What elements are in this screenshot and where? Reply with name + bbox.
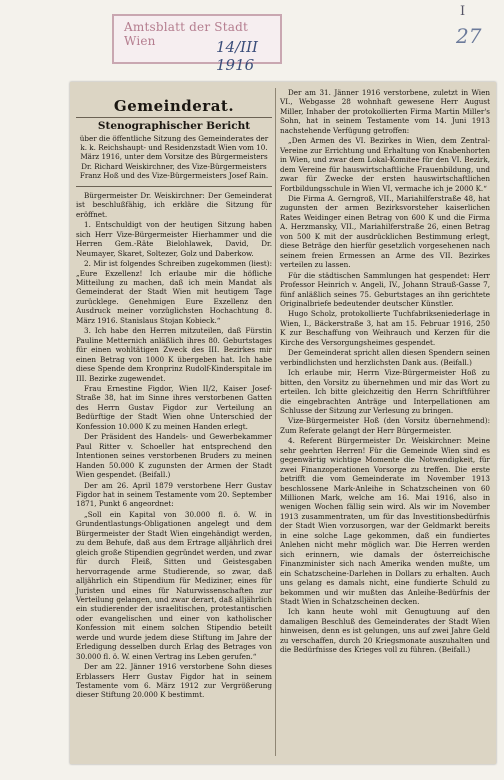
corner-number: 27: [456, 24, 482, 48]
paragraph: 3. Ich habe den Herren mitzuteilen, daß Fürstin Pauline Metternich anläßlich ihres 80. Geburtstages für einen wohltätigen Zweck des III. Bezirkes mir einen Betrag von 1000 K übergeben hat. Ich habe diese Spende dem Kronprinz Rudolf-Kinderspitale im III. Bezirke zugewendet.: [76, 326, 272, 383]
paragraph: Frau Ernestine Figdor, Wien II/2, Kaiser Josef-Straße 38, hat im Sinne ihres verstorbenen Gatten des Herrn Gustav Figdor zur Verteilung an Bedürftige der Stadt Wien ohne Unterschied der Konfession 10.000 K zu meinen Handen erlegt.: [76, 383, 272, 431]
paragraph: Ich erlaube mir, Herrn Vize-Bürgermeister Hoß zu bitten, den Vorsitz zu übernehmen und mir das Wort zu erteilen. Ich bitte gleichzeitig den Herrn Schriftführer die eingebrachten Anträge und Interpellationen am Schlusse der Sitzung zur Verlesung zu bringen.: [280, 368, 490, 415]
paragraph: Der Präsident des Handels- und Gewerbekammer Paul Ritter v. Schoeller hat entsprechend den Intentionen seines verstorbenen Bruders zu meinen Handen 50.000 K zugunsten der Armen der Stadt Wien gespendet. (Beifall.): [76, 432, 272, 480]
newspaper-clipping: [70, 82, 496, 764]
stamp-date: 14/III 1916: [216, 38, 258, 74]
section-title: Gemeinderat.: [113, 97, 235, 115]
paragraph: Der am 26. April 1879 verstorbene Herr Gustav Figdor hat in seinem Testamente vom 20. September 1871, Punkt 6 angeordnet:: [76, 480, 272, 509]
paragraph: Ich kann heute wohl mit Genugtuung auf den damaligen Beschluß des Gemeinderates der Stadt Wien hinweisen, denn es ist gelungen, uns auf zwei Jahre Geld zu verschaffen, durch 20 Kriegsmonate auszuhalten und die Bedürfnisse des Krieges voll zu führen. (Beifall.): [280, 607, 490, 655]
paragraph: Der Gemeinderat spricht allen diesen Spendern seinen verbindlichsten und herzlichsten Dank aus. (Beifall.): [280, 348, 490, 367]
paragraph: „Soll ein Kapital von 30.000 fl. ö. W. in Grundentlastungs-Obligationen angelegt und dem Bürgermeister der Stadt Wien eingehändigt werden, zu dem Behufe, daß aus dem Ertrage alljährlich drei gleich große Stipendien gegründet werden, und zwar für durch Fleiß, Sitten und Geistesgaben hervorragende arme Studierende, so zwar, daß alljährlich ein Stipendium für Mediziner, eines für Juristen und eines für Naturwissenschaften zur Verteilung gelangen, und zwar derart, daß alljährlich ein studierender der israelitischen, protestantischen oder evangelischen und einer von katholischer Konfession mit einem solchen Stipendio beteilt werde und wurde jedem diese Stiftung im Jahre der Erledigung desselben durch Erlag des Betrages von 30.000 fl. ö. W. einen Vertrag ins Leben gerufen.“: [76, 509, 272, 661]
report-subtitle: über die öffentliche Sitzung des Gemeinderates der k. k. Reichshaupt- und Residenzstadt Wien vom 10. März 1916, unter dem Vorsitze des Bürgermeisters Dr. Richard Weiskirchner, des Vize-Bürgermeisters Franz Hoß und des Vize-Bürgermeisters Josef Rain.: [79, 133, 269, 180]
stamp-label: Amtsblatt der Stadt Wien: [124, 20, 248, 48]
paragraph: Vize-Bürgermeister Hoß (den Vorsitz übernehmend): Zum Referate gelangt der Herr Bürgermeister.: [280, 416, 490, 435]
paragraph: Der am 31. Jänner 1916 verstorbene, zuletzt in Wien VI., Webgasse 28 wohnhaft gewesene Herr August Miller, Inhaber der protokollierten Firma Martin Miller's Sohn, hat in seinem Testamente vom 14. Juni 1913 nachstehende Verfügung getroffen:: [280, 88, 490, 135]
corner-mark: I: [460, 4, 466, 19]
report-title: Stenographischer Bericht: [97, 120, 251, 133]
right-column: [280, 88, 490, 656]
paragraph: Hugo Scholz, protokollierte Tuchfabrikseniederlage in Wien, I., Bäckerstraße 3, hat am 15. Februar 1916, 250 K zur Beschaffung von Weihrauch und Kerzen für die Kirche des Versorgungsheimes gespendet.: [280, 309, 490, 347]
paragraph: 2. Mir ist folgendes Schreiben zugekommen (liest): „Eure Exzellenz! Ich erlaube mir die höfliche Mitteilung zu machen, daß ich mein Mandat als Gemeinderat der Stadt Wien mit heutigem Tage zurücklege. Genehmigen Eure Exzellenz den Ausdruck meiner vorzüglichsten Hochachtung 8. März 1916. Stanislaus Stojan Kobieck.“: [76, 259, 272, 325]
column-divider: [275, 88, 276, 756]
left-column: [76, 88, 272, 701]
paragraph: 1. Entschuldigt von der heutigen Sitzung haben sich Herr Vize-Bürgermeister Hierhammer und die Herren Gem.-Räte Bielohlawek, David, Dr. Neumayer, Skaret, Soltezer, Golz und Daberkow.: [76, 220, 272, 258]
paragraph: „Den Armen des VI. Bezirkes in Wien, dem Zentral-Vereine zur Errichtung und Erhaltung von Knabenhorten in Wien, und zwar dem Lokal-Komitee für den VI. Bezirk, dem Vereine für hauswirtschaftliche Frauenbildung, und zwar für Zwecke der ersten hauswirtschaftlichen Fortbildungsschule in Wien VI, vermache ich je 2000 K.“: [280, 136, 490, 193]
paragraph: 4. Referent Bürgermeister Dr. Weiskirchner: Meine sehr geehrten Herren! Für die Gemeinde Wien sind es gegenwärtig wichtige Momente die Notwendigkeit, für zwei Finanzoperationen Vorsorge zu treffen. Die erste betrifft die vom Gemeinderate im November 1913 beschlossene Mark-Anleihe in Schatzscheinen von 60 Millionen Mark, welche am 16. Mai 1916, also in wenigen Wochen fällig sein wird. Als wir im November 1913 zusammentraten, um für das Investitionsbedürfnis der Stadt Wien vorzusorgen, war der Geldmarkt bereits in eine solche Lage gekommen, daß ein fundiertes Anlehen nicht mehr möglich war. Die Herren werden sich erinnern, wie damals der österreichische Finanzminister sich nach Amerika wenden mußte, um ein Schatzscheine-Darlehen in Dollars zu erhalten. Auch uns gelang es damals nicht, eine fundierte Schuld zu bekommen und wir mußten das Anleihe-Bedürfnis der Stadt Wien in Schatzscheinen decken.: [280, 436, 490, 607]
paragraph: Die Firma A. Gerngroß, VII., Mariahilferstraße 48, hat zugunsten der armen Bezirksvorsteher kaiserlichen Rates Weidinger einen Betrag von 600 K und die Firma A. Herzmansky, VII., Mariahilferstraße 26, einen Betrag von 500 K mit der ausdrücklichen Bestimmung erlegt, diese Beträge den hierfür gesetzlich vorgesehenen nach seinem freien Ermessen an Arme des VII. Bezirkes verteilen zu lassen.: [280, 193, 490, 270]
paragraph: Der am 22. Jänner 1916 verstorbene Sohn dieses Erblassers Herr Gustav Figdor hat in seinem Testamente vom 6. März 1912 zur Vergrößerung dieser Stiftung 20.000 K bestimmt.: [76, 662, 272, 700]
paragraph: Bürgermeister Dr. Weiskirchner: Der Gemeinderat ist beschlußfähig, ich erkläre die Sitzung für eröffnet.: [76, 190, 272, 219]
paragraph: Für die städtischen Sammlungen hat gespendet: Herr Professor Heinrich v. Angeli, IV., Johann Strauß-Gasse 7, fünf anläßlich seines 75. Geburtstages an ihn gerichtete Originalbriefe bedeutender deutscher Künstler.: [280, 270, 490, 308]
archive-stamp: [112, 14, 282, 74]
